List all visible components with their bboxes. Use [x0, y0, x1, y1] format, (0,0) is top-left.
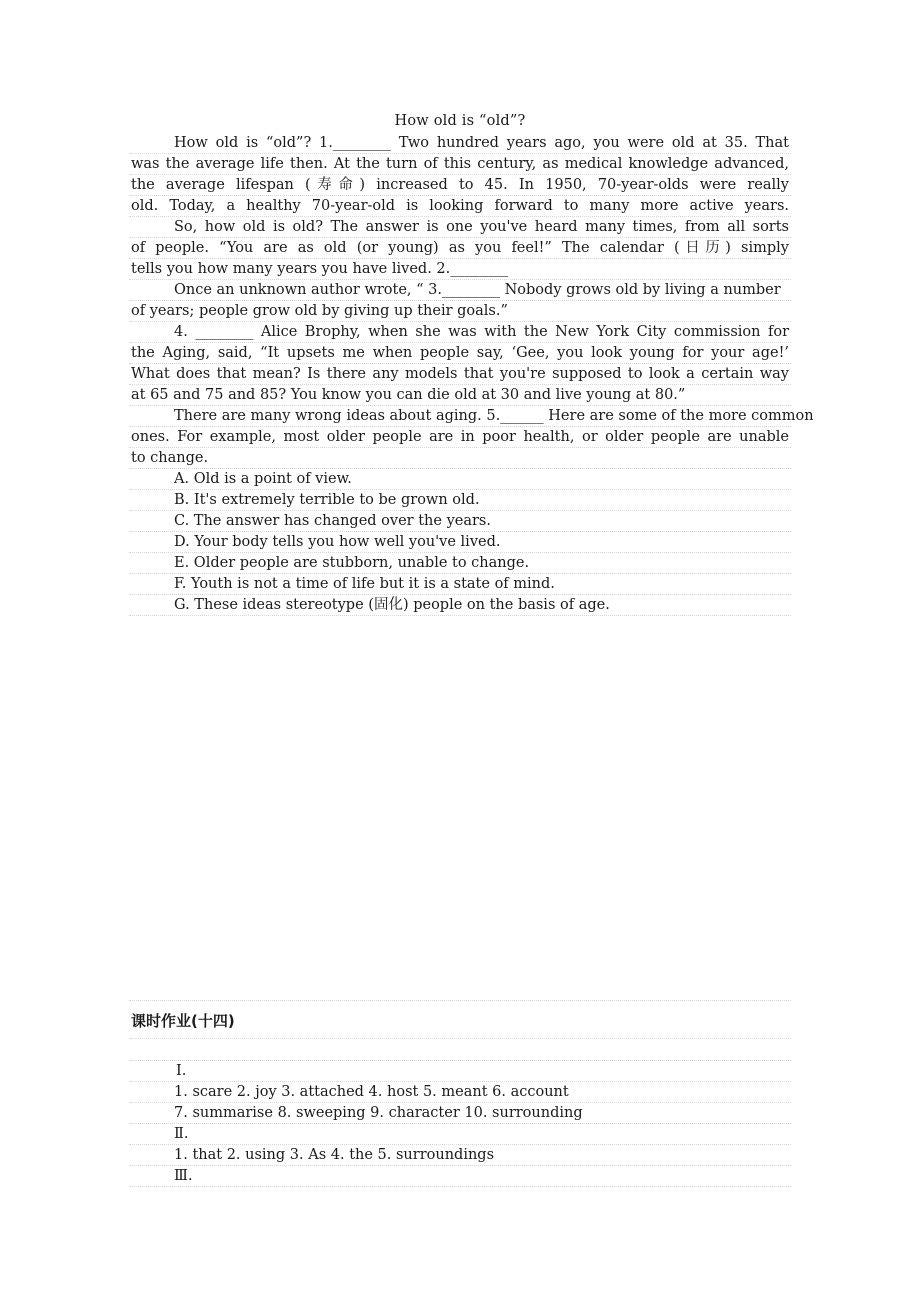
option-e: E. Older people are stubborn, unable to change. [174, 555, 530, 571]
section-3-label: Ⅲ. [174, 1168, 193, 1184]
passage-line: old. Today, a healthy 70-year-old is looking forward to many more active years. [131, 198, 789, 214]
passage-title: How old is “old”? [394, 113, 526, 129]
option-b: B. It's extremely terrible to be grown old. [174, 492, 480, 508]
passage-line: How old is “old”? 1.________ Two hundred years ago, you were old at 35. That [174, 135, 789, 151]
passage-line: ones. For example, most older people are in poor health, or older people are unable [131, 429, 789, 445]
passage-line: the Aging, said, “It upsets me when people say, ‘Gee, you look young for your age!’ [131, 345, 789, 361]
option-c: C. The answer has changed over the years. [174, 513, 491, 529]
homework-title: 课时作业(十四) [131, 1012, 235, 1030]
passage-line: What does that mean? Is there any models that you're supposed to look a certain way [131, 366, 789, 382]
passage-line: Once an unknown author wrote, “ 3.________ Nobody grows old by living a number [174, 282, 781, 298]
passage-line: of people. “You are as old (or young) as you feel!” The calendar (日历) simply [131, 240, 789, 256]
section-1-label: Ⅰ. [176, 1063, 187, 1079]
option-a: A. Old is a point of view. [174, 471, 352, 487]
passage-line: of years; people grow old by giving up their goals.” [131, 303, 508, 319]
option-d: D. Your body tells you how well you've lived. [174, 534, 501, 550]
rule-line [129, 1186, 791, 1187]
passage-line: the average lifespan (寿命) increased to 45. In 1950, 70-year-olds were really [131, 177, 789, 193]
section-1-answers-line-1: 1. scare 2. joy 3. attached 4. host 5. meant 6. account [174, 1084, 569, 1100]
passage-line: tells you how many years you have lived. 2.________ [131, 261, 509, 277]
rule-line [129, 1060, 791, 1061]
passage-line: There are many wrong ideas about aging. 5.______ Here are some of the more common [174, 408, 814, 424]
passage-line: to change. [131, 450, 209, 466]
passage-line: So, how old is old? The answer is one you've heard many times, from all sorts [174, 219, 789, 235]
option-g: G. These ideas stereotype (固化) people on the basis of age. [174, 597, 610, 613]
option-f: F. Youth is not a time of life but it is a state of mind. [174, 576, 555, 592]
section-2-answers-line-1: 1. that 2. using 3. As 4. the 5. surroundings [174, 1147, 495, 1163]
section-2-label: Ⅱ. [174, 1126, 189, 1142]
rule-line [129, 1038, 791, 1039]
passage-line: 4. ________ Alice Brophy, when she was with the New York City commission for [174, 324, 789, 340]
rule-line [129, 1000, 791, 1001]
passage-line: at 65 and 75 and 85? You know you can die old at 30 and live young at 80.” [131, 387, 686, 403]
section-1-answers-line-2: 7. summarise 8. sweeping 9. character 10. surrounding [174, 1105, 583, 1121]
passage-line: was the average life then. At the turn of this century, as medical knowledge advanced, [131, 156, 789, 172]
